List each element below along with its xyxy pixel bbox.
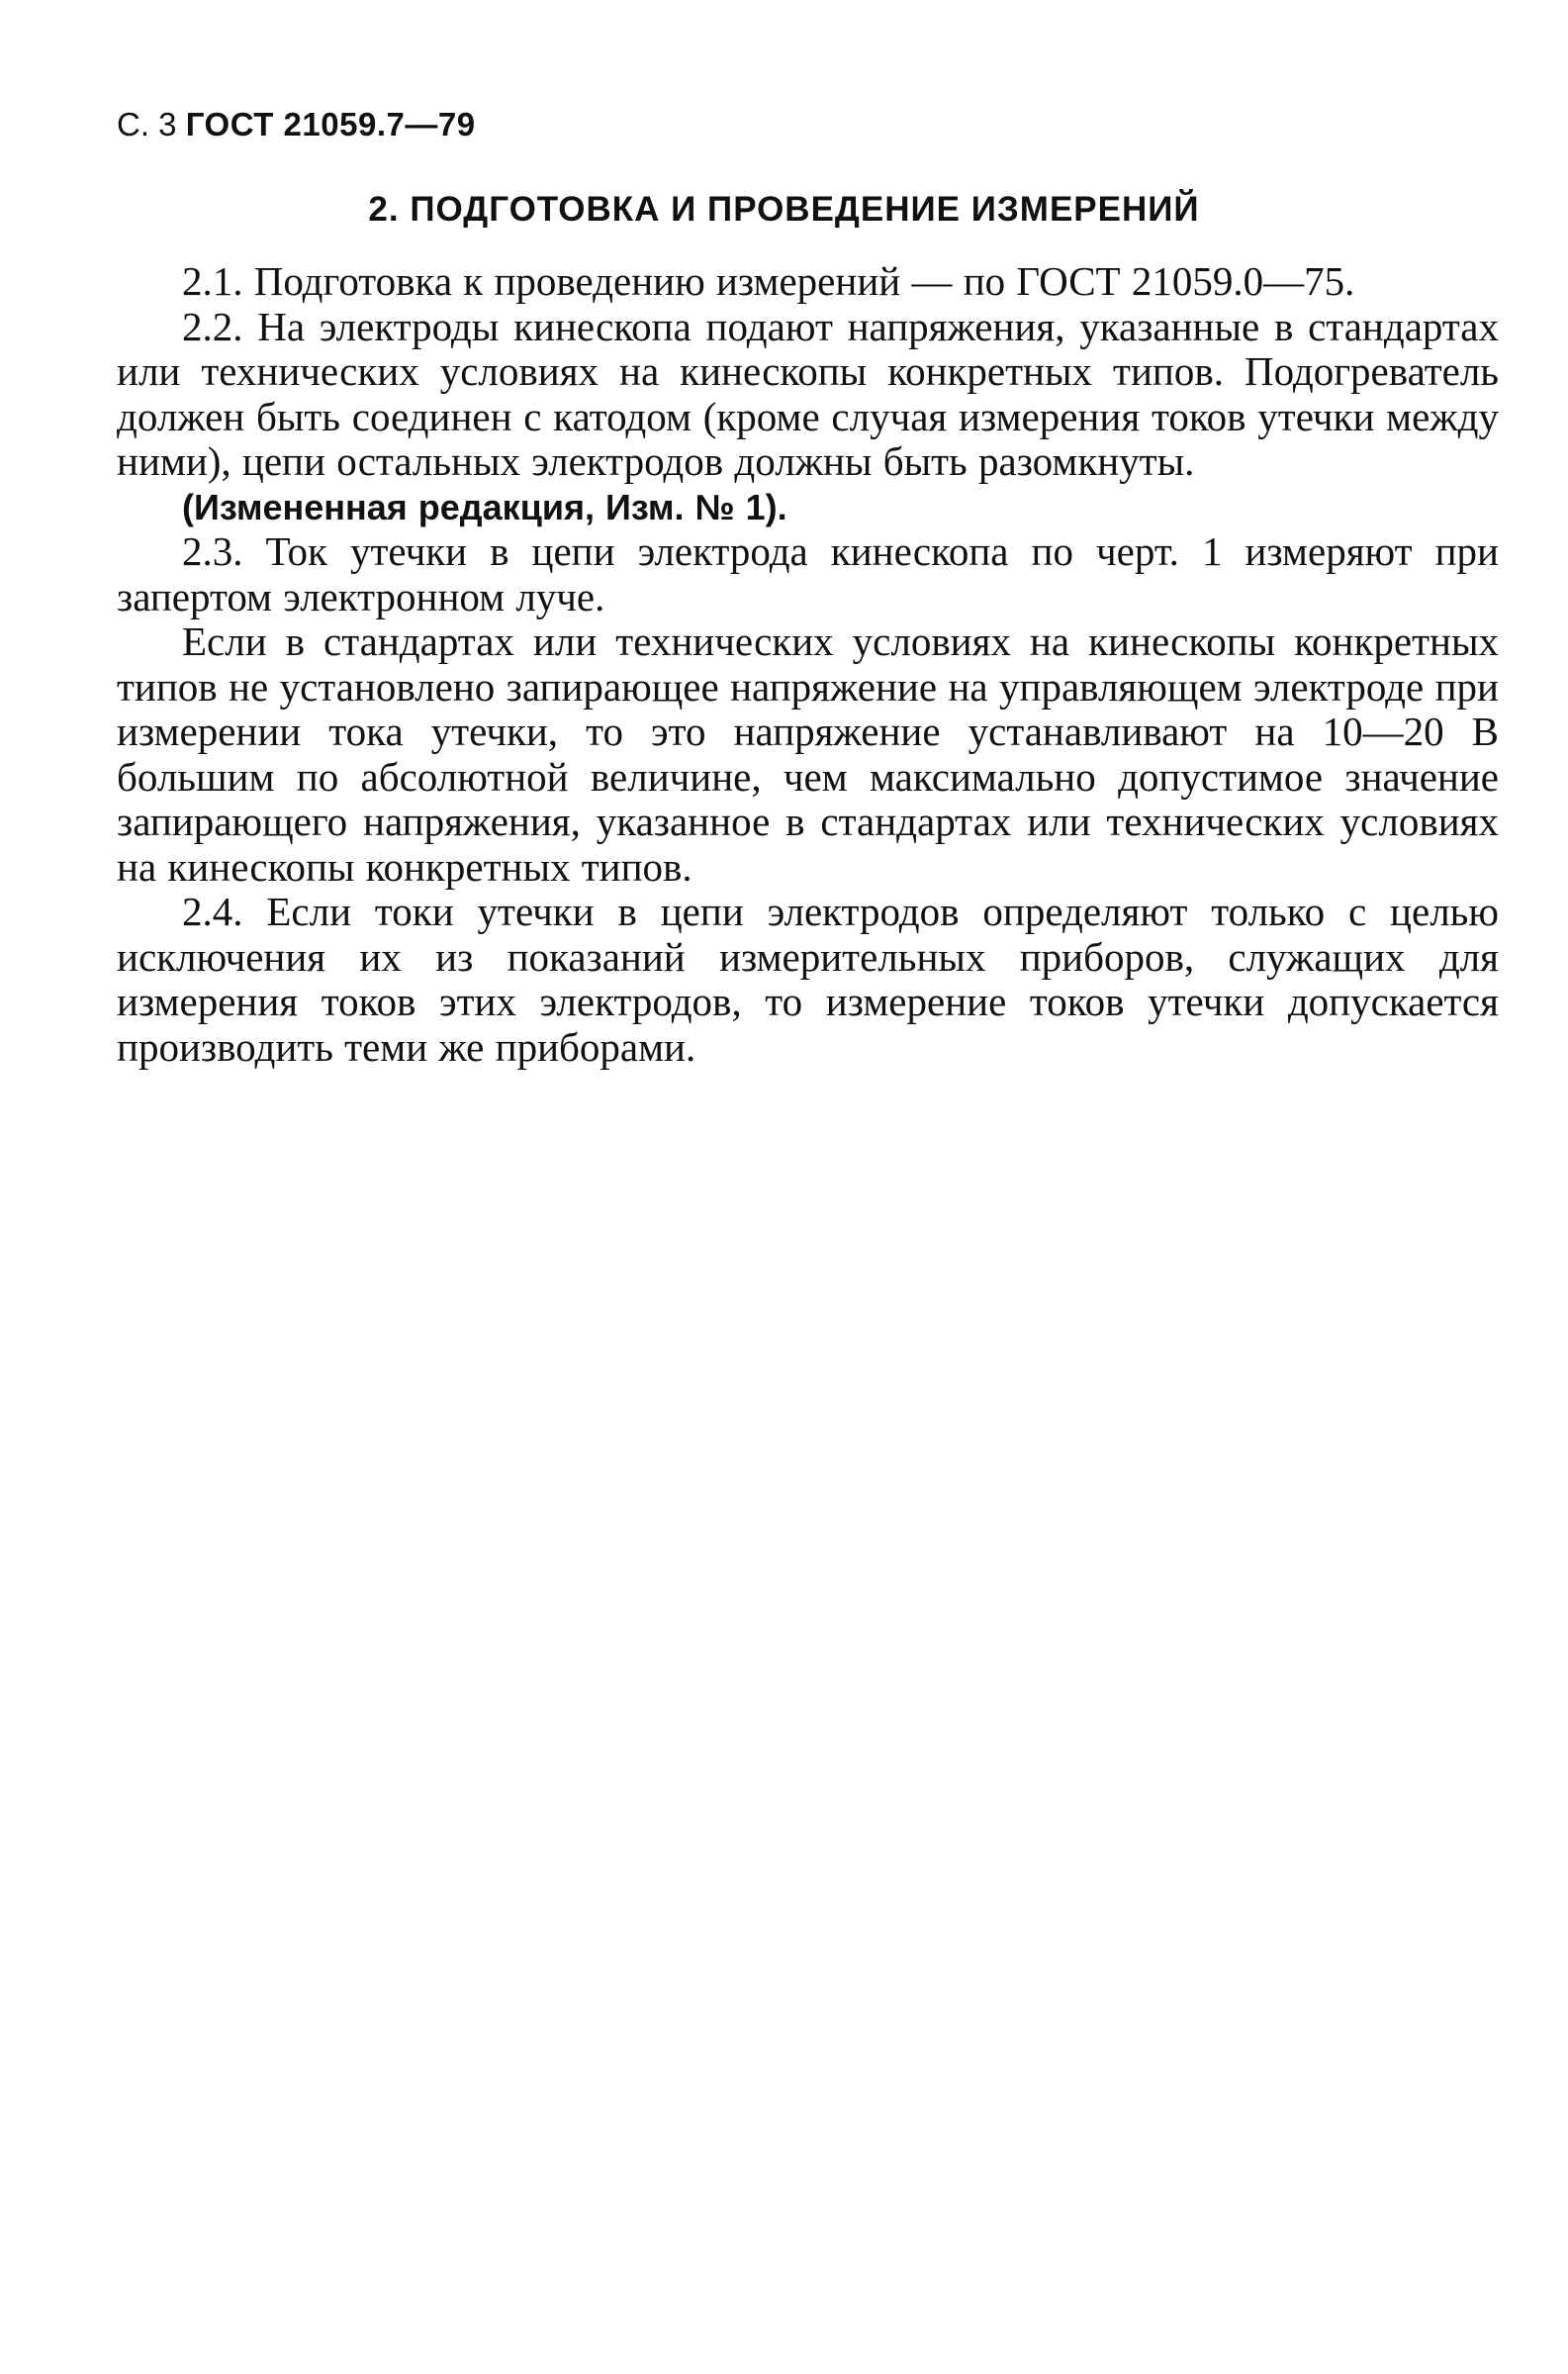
page-number: С. 3 (117, 106, 177, 142)
paragraph-2-1: 2.1. Подготовка к проведению измерений — по ГОСТ 21059.0—75. (182, 258, 1355, 304)
body-text (117, 259, 1499, 1070)
paragraph-2-2: 2.2. На электроды кинескопа подают напряжения, указанные в стандартах или технических условиях на кинескопы конкретных типов. Подогреватель должен быть соединен с катодом (кроме случая измерения токов утечки между ними), цепи остальных электродов должны быть разомкнуты. (117, 303, 1499, 484)
paragraph-2-3-continued: Если в стандартах или технических условиях на кинескопы конкретных типов не установлено запирающее напряжение на управляющем электроде при измерении тока утечки, то это напряжение устанавливают на 10—20 В большим по абсолютной величине, чем максимально допустимое значение запирающего напряжения, указанное в стандартах или технических условиях на кинескопы конкретных типов. (117, 618, 1499, 890)
paragraph-2-3: 2.3. Ток утечки в цепи электрода кинескопа по черт. 1 измеряют при запертом электронном луче. (117, 528, 1499, 619)
running-header (117, 103, 476, 146)
section-title: 2. ПОДГОТОВКА И ПРОВЕДЕНИЕ ИЗМЕРЕНИЙ (368, 190, 1200, 229)
amendment-note: (Измененная редакция, Изм. № 1). (182, 486, 787, 527)
standard-designation: ГОСТ 21059.7—79 (185, 106, 476, 142)
paragraph-2-4: 2.4. Если токи утечки в цепи электродов определяют только с целью исключения их из показаний измерительных приборов, служащих для измерения токов этих электродов, то измерение токов утечки допускается производить теми же приборами. (117, 889, 1499, 1070)
